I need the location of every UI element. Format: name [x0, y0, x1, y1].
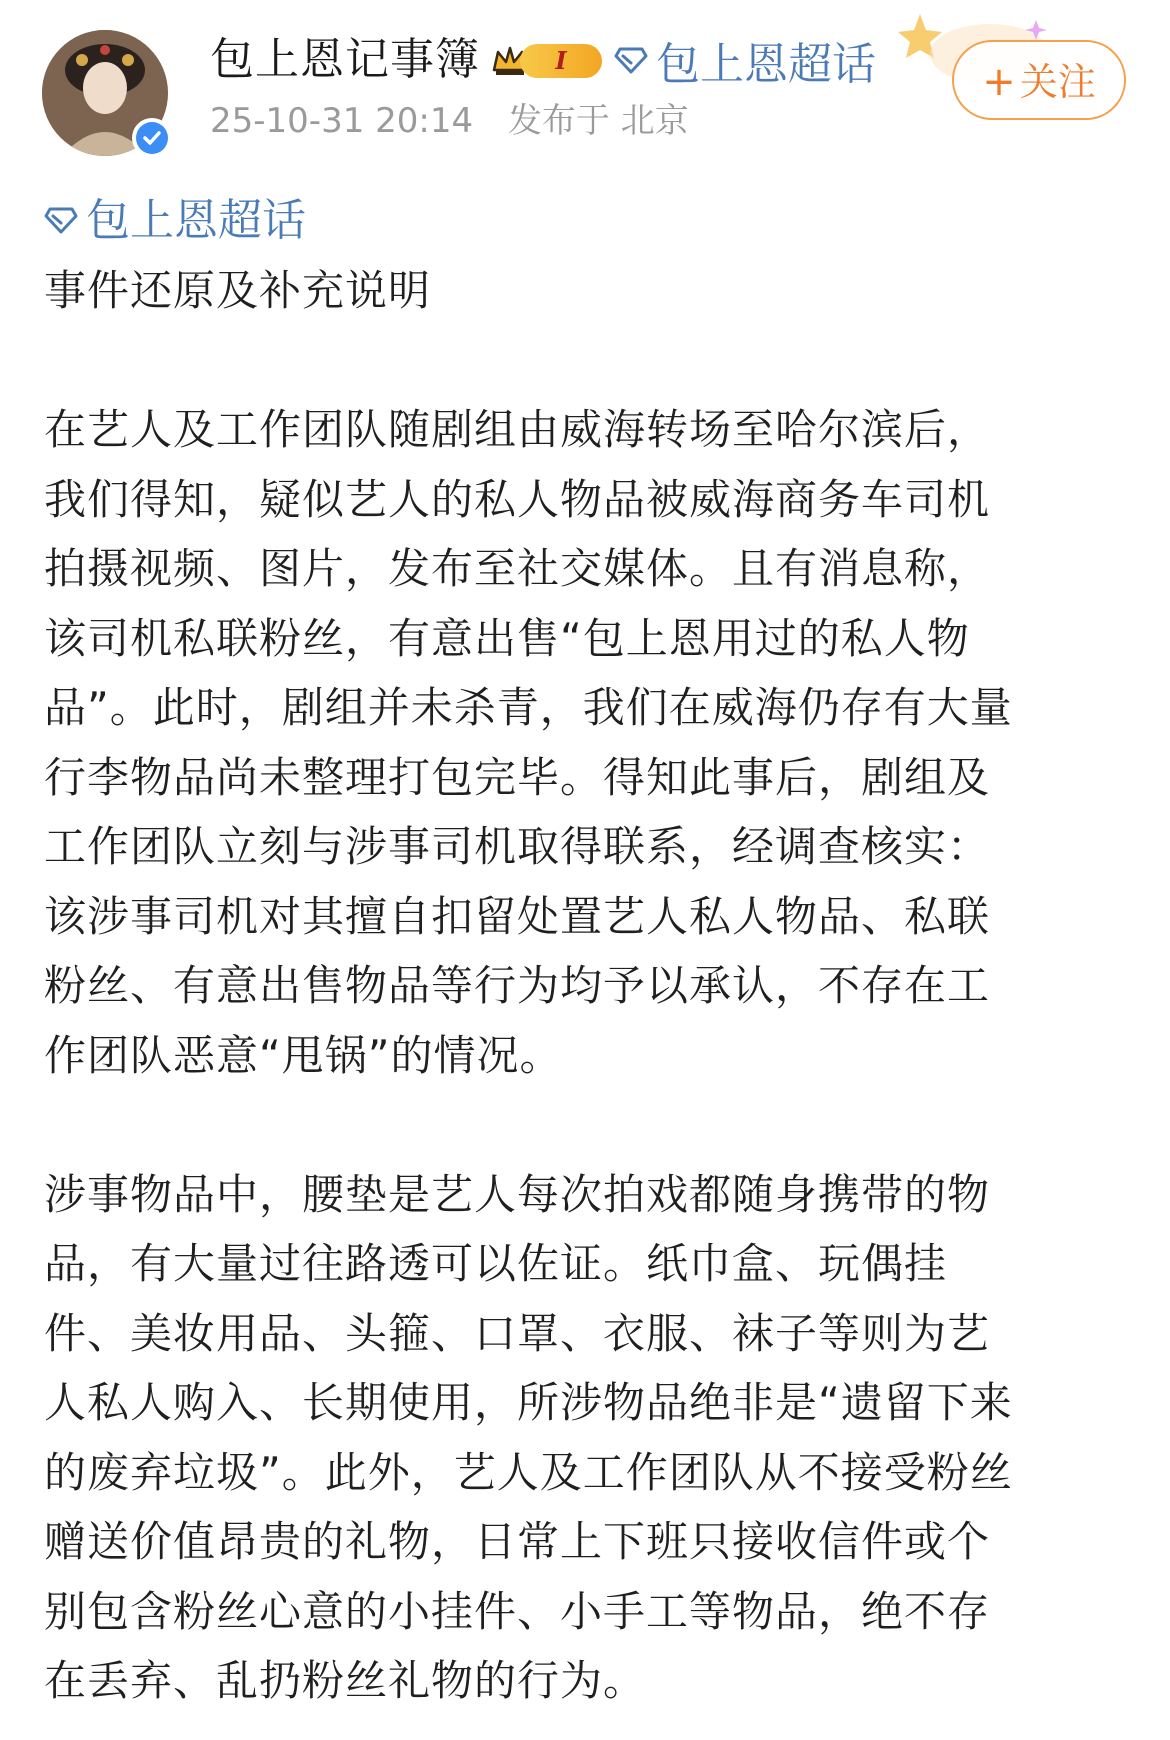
text-line: 件、美妆用品、头箍、口罩、衣服、袜子等则为艺: [44, 1308, 991, 1358]
paragraph-2: [44, 1160, 1134, 1716]
verified-badge: [132, 118, 172, 158]
text-line: 作团队恶意“甩锅”的情况。: [44, 1030, 563, 1080]
text-line: 赠送价值昂贵的礼物，日常上下班只接收信件或个: [44, 1517, 991, 1566]
post-location: 发布于 北京: [507, 101, 689, 141]
post-subtitle: 事件还原及补充说明: [44, 266, 432, 315]
text-line: 拍摄视频、图片，发布至社交媒体。且有消息称，: [44, 544, 991, 593]
level-badge: I: [520, 44, 602, 78]
text-line: 工作团队立刻与涉事司机取得联系，经调查核实：: [44, 822, 991, 871]
diamond-icon: [44, 186, 78, 256]
text-line: 我们得知，疑似艺人的私人物品被威海商务车司机: [44, 474, 991, 524]
header-topic-link[interactable]: [614, 30, 876, 90]
post-body: [44, 186, 1134, 1716]
topic-tag-link[interactable]: [44, 186, 1134, 256]
post-meta: [210, 98, 689, 144]
follow-label: 关注: [1019, 60, 1096, 104]
topic-tag-label: 包上恩超话: [86, 195, 306, 246]
text-line: 品，有大量过往路透可以佐证。纸巾盒、玩偶挂: [44, 1239, 948, 1288]
text-line: 在艺人及工作团队随剧组由威海转场至哈尔滨后，: [44, 405, 991, 454]
text-line: 的废弃垃圾”。此外，艺人及工作团队从不接受粉丝: [44, 1447, 1013, 1497]
blank-line: [44, 326, 1134, 396]
plus-icon: +: [982, 59, 1016, 105]
text-line: 该司机私联粉丝，有意出售“包上恩用过的私人物: [44, 613, 970, 663]
text-line: 该涉事司机对其擅自扣留处置艺人私人物品、私联: [44, 891, 991, 941]
follow-button[interactable]: [952, 40, 1126, 120]
text-line: 行李物品尚未整理打包完毕。得知此事后，剧组及: [44, 752, 991, 802]
text-line: 品”。此时，剧组并未杀青，我们在威海仍存有大量: [44, 683, 1013, 732]
diamond-icon: [614, 35, 648, 86]
text-line: 人私人购入、长期使用，所涉物品绝非是“遗留下来: [44, 1378, 1013, 1427]
text-line: 别包含粉丝心意的小挂件、小手工等物品，绝不存: [44, 1586, 991, 1636]
text-line: 在丢弃、乱扔粉丝礼物的行为。: [44, 1656, 647, 1705]
text-line: 粉丝、有意出售物品等行为均予以承认，不存在工: [44, 961, 991, 1010]
paragraph-1: [44, 395, 1134, 1090]
text-line: 涉事物品中，腰垫是艺人每次拍戏都随身携带的物: [44, 1169, 991, 1219]
post-header: [0, 0, 1170, 170]
verified-check-icon: [136, 122, 168, 154]
header-topic-label: 包上恩超话: [656, 39, 876, 90]
post-time: 25-10-31 20:14: [210, 101, 474, 141]
author-name[interactable]: 包上恩记事簿: [210, 34, 480, 85]
blank-line: [44, 1090, 1134, 1160]
